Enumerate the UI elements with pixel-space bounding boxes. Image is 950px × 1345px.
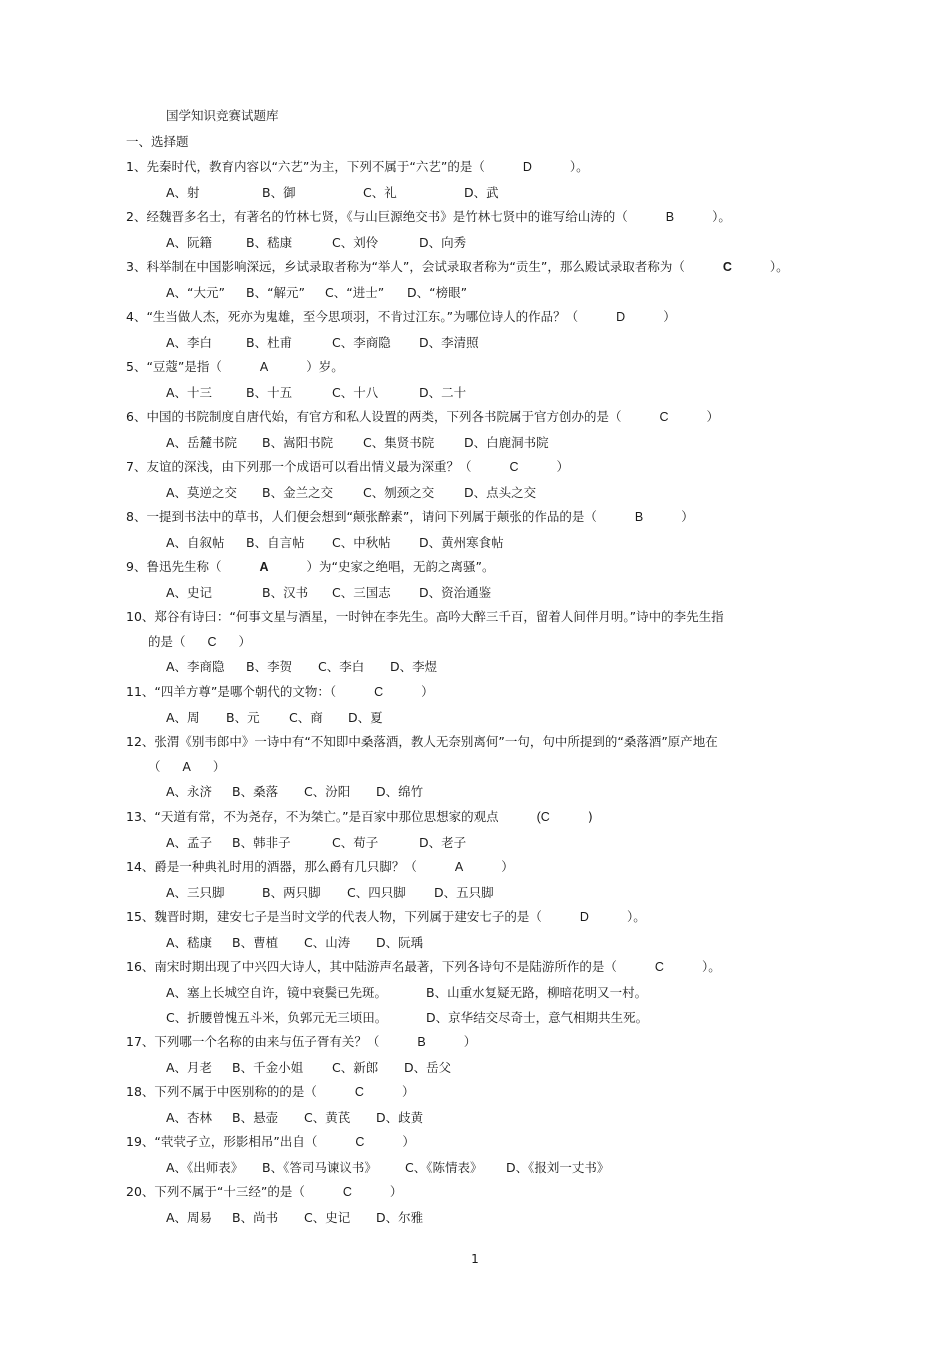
answer-key: D [579, 910, 589, 924]
question-text-end: ） [401, 1084, 415, 1099]
option: C、礼 [363, 185, 397, 200]
option: A、十三 [166, 385, 213, 400]
answer-key: B [417, 1035, 426, 1049]
question-text-end: ）。 [769, 259, 789, 274]
option: B、曹植 [232, 935, 279, 950]
answer-key: A [259, 360, 269, 374]
option: B、悬壶 [232, 1110, 279, 1125]
option: D、五只脚 [434, 885, 494, 900]
question-text: 16、南宋时期出现了中兴四大诗人，其中陆游声名最著，下列各诗句不是陆游所作的是（ [126, 959, 617, 974]
question-text-end: ） [556, 459, 570, 474]
answer-key: (C [536, 810, 550, 824]
option: C、集贤书院 [363, 435, 435, 450]
option: D、绵竹 [376, 784, 424, 799]
option: D、尔雅 [376, 1210, 424, 1225]
question-text: 14、爵是一种典礼时用的酒器，那么爵有几只脚？（ [126, 859, 417, 874]
question-6 [126, 407, 719, 425]
option: C、中秋帖 [332, 535, 391, 550]
question-text-end: ）。 [569, 159, 589, 174]
question-11 [126, 682, 434, 700]
option: B、两只脚 [262, 885, 321, 900]
answer-key: C [654, 960, 664, 974]
question-14 [126, 857, 514, 875]
option: C、“进士” [325, 285, 385, 300]
option: B、“解元” [246, 285, 306, 300]
question-5 [126, 357, 344, 375]
option: D、点头之交 [464, 485, 537, 500]
question-text: 4、“生当做人杰，死亦为鬼雄，至今思项羽，不肯过江东。”为哪位诗人的作品？（ [126, 309, 579, 324]
option: C、刘伶 [332, 235, 379, 250]
question-9 [126, 557, 494, 575]
option: B、嵩阳书院 [262, 435, 334, 450]
option: C、史记 [304, 1210, 351, 1225]
option: B、元 [226, 710, 260, 725]
page-number: 1 [471, 1252, 479, 1266]
answer-key: A [259, 560, 269, 574]
answer-key: C [355, 1135, 365, 1149]
question-text-end: ） [501, 859, 514, 874]
option: D、阮瑀 [376, 935, 424, 950]
option: A、周 [166, 710, 200, 725]
question-4 [126, 307, 676, 325]
question-text: 20、下列不属于“十三经”的是（ [126, 1184, 305, 1199]
answer-key: C [342, 1185, 352, 1199]
question-text-end: ）为“史家之绝唱，无韵之离骚”。 [306, 559, 495, 574]
question-text: 15、魏晋时期，建安七子是当时文学的代表人物，下列属于建安七子的是（ [126, 909, 542, 924]
option: A、岳麓书院 [166, 435, 238, 450]
question-8 [126, 507, 694, 525]
answer-key: C [509, 460, 519, 474]
option: D、夏 [348, 710, 383, 725]
question-text: 10、郑谷有诗曰：“何事文星与酒星，一时钟在李先生。高吟大醉三千百，留着人间伴月明。”诗中的李先生指 [126, 609, 724, 624]
option: D、京华结交尽奇士，意气相期共生死。 [426, 1010, 649, 1025]
question-text: 13、“天道有常，不为尧存，不为桀亡。”是百家中那位思想家的观点 [126, 809, 499, 824]
option: A、自叙帖 [166, 535, 225, 550]
option: D、《报刘一丈书》 [506, 1160, 610, 1175]
answer-key: C [722, 260, 732, 274]
question-text-end: ） [402, 1134, 415, 1149]
option: D、资治通鉴 [419, 585, 492, 600]
option: B、十五 [246, 385, 293, 400]
question-text: 6、中国的书院制度自唐代始，有官方和私人设置的两类，下列各书院属于官方创办的是（ [126, 409, 622, 424]
question-7 [126, 457, 569, 475]
question-text-end: ） [421, 684, 434, 699]
option: D、李清照 [419, 335, 479, 350]
option: A、史记 [166, 585, 213, 600]
question-17 [126, 1032, 476, 1050]
question-text: 12、张渭《别韦郎中》一诗中有“不知即中桑落酒，教人无奈别离何”一句，句中所提到的“桑落酒”原产地在 [126, 734, 718, 749]
question-20 [126, 1182, 402, 1200]
question-19 [126, 1132, 415, 1150]
question-1 [126, 157, 589, 175]
option: C、新郎 [332, 1060, 379, 1075]
option: C、十八 [332, 385, 379, 400]
option: D、老子 [419, 835, 467, 850]
question-text: 5、“豆蔻”是指（ [126, 359, 222, 374]
option: A、月老 [166, 1060, 213, 1075]
answer-key: A [454, 860, 464, 874]
option: C、刎颈之交 [363, 485, 435, 500]
option: B、嵇康 [246, 235, 293, 250]
option: C、折腰曾愧五斗米，负郭元无三顷田。 [166, 1010, 388, 1025]
option: C、三国志 [332, 585, 391, 600]
option: D、黄州寒食帖 [419, 535, 504, 550]
option: B、金兰之交 [262, 485, 334, 500]
option: B、李贺 [246, 659, 293, 674]
document-title: 国学知识竞赛试题库 [166, 108, 279, 123]
question-3 [126, 257, 789, 275]
option: B、杜甫 [246, 335, 293, 350]
option: A、塞上长城空自许，镜中衰鬓已先斑。 [166, 985, 388, 1000]
question-text: 7、友谊的深浅，由下列那一个成语可以看出情义最为深重？（ [126, 459, 472, 474]
option: B、山重水复疑无路，柳暗花明又一村。 [426, 985, 648, 1000]
question-text-continued: 的是（ [148, 634, 186, 649]
question-text-end: ） [212, 759, 226, 774]
question-text: 8、一提到书法中的草书，人们便会想到“颠张醉素”，请问下列属于颠张的作品的是（ [126, 509, 597, 524]
question-text-end: ）岁。 [306, 359, 344, 374]
question-text: 19、“茕茕孑立，形影相吊”出自（ [126, 1134, 318, 1149]
answer-key: D [522, 160, 532, 174]
option: D、白鹿洞书院 [464, 435, 549, 450]
option: D、李煜 [390, 659, 438, 674]
option: B、千金小姐 [232, 1060, 304, 1075]
section-heading: 一、选择题 [126, 134, 189, 149]
question-12 [126, 732, 718, 750]
option: D、向秀 [419, 235, 467, 250]
question-text: 2、经魏晋多名士，有著名的竹林七贤，《与山巨源绝交书》是竹林七贤中的谁写给山涛的（ [126, 209, 628, 224]
question-10 [126, 607, 724, 625]
option: A、莫逆之交 [166, 485, 238, 500]
option: B、韩非子 [232, 835, 291, 850]
option: C、商 [289, 710, 323, 725]
option: D、二十 [419, 385, 467, 400]
question-text: 9、鲁迅先生称（ [126, 559, 222, 574]
question-16 [126, 957, 721, 975]
answer-key: B [665, 210, 675, 224]
question-text-end: ） [463, 1034, 477, 1049]
question-text-end: ) [587, 809, 593, 824]
option: C、《陈情表》 [405, 1160, 483, 1175]
option: D、岳父 [404, 1060, 452, 1075]
option: B、桑落 [232, 784, 279, 799]
option: A、李商隐 [166, 659, 225, 674]
answer-key: D [616, 310, 626, 324]
option: A、三只脚 [166, 885, 225, 900]
option: A、《出师表》 [166, 1160, 244, 1175]
question-text-end: ） [706, 409, 720, 424]
option: C、汾阳 [304, 784, 351, 799]
option: C、李白 [318, 659, 365, 674]
question-text-end: ）。 [712, 209, 731, 224]
question-text-end: ） [238, 634, 252, 649]
answer-key: C [659, 410, 669, 424]
question-text: 3、科举制在中国影响深远，乡试录取者称为“举人”，会试录取者称为“贡生”，那么殿试录取者称为（ [126, 259, 685, 274]
option: A、杏林 [166, 1110, 213, 1125]
answer-key: C [207, 635, 217, 649]
option: D、“榜眼” [407, 285, 468, 300]
option: C、四只脚 [347, 885, 406, 900]
option: B、《答司马谏议书》 [262, 1160, 377, 1175]
option: D、武 [464, 185, 499, 200]
option: D、歧黄 [376, 1110, 424, 1125]
option: A、永济 [166, 784, 213, 799]
question-2 [126, 207, 731, 225]
question-18 [126, 1082, 414, 1100]
answer-key: C [374, 685, 384, 699]
option: B、自言帖 [246, 535, 305, 550]
option: A、射 [166, 185, 200, 200]
option: B、尚书 [232, 1210, 279, 1225]
option: A、孟子 [166, 835, 213, 850]
option: A、李白 [166, 335, 213, 350]
question-13 [126, 807, 593, 825]
question-text: 1、先秦时代，教育内容以“六艺”为主，下列不属于“六艺”的是（ [126, 159, 485, 174]
question-text-end: ）。 [701, 959, 721, 974]
question-text-end: ） [389, 1184, 403, 1199]
option: C、山涛 [304, 935, 351, 950]
question-15 [126, 907, 646, 925]
question-text: 17、下列哪一个名称的由来与伍子胥有关？（ [126, 1034, 380, 1049]
question-10-continued [148, 632, 251, 650]
question-text-end: ）。 [626, 909, 646, 924]
option: B、汉书 [262, 585, 309, 600]
option: A、周易 [166, 1210, 213, 1225]
answer-key: B [634, 510, 644, 524]
option: A、嵇康 [166, 935, 213, 950]
question-text-continued: （ [148, 759, 161, 774]
option: A、阮籍 [166, 235, 213, 250]
option: C、荀子 [332, 835, 379, 850]
question-text-end: ） [663, 309, 676, 324]
answer-key: A [182, 760, 191, 774]
question-text-end: ） [681, 509, 694, 524]
question-text: 11、“四羊方尊”是哪个朝代的文物：（ [126, 684, 337, 699]
question-12-continued [148, 757, 225, 775]
option: A、“大元” [166, 285, 226, 300]
question-text: 18、下列不属于中医别称的的是（ [126, 1084, 317, 1099]
option: C、黄芪 [304, 1110, 351, 1125]
answer-key: C [354, 1085, 364, 1099]
option: C、李商隐 [332, 335, 391, 350]
option: B、御 [262, 185, 296, 200]
